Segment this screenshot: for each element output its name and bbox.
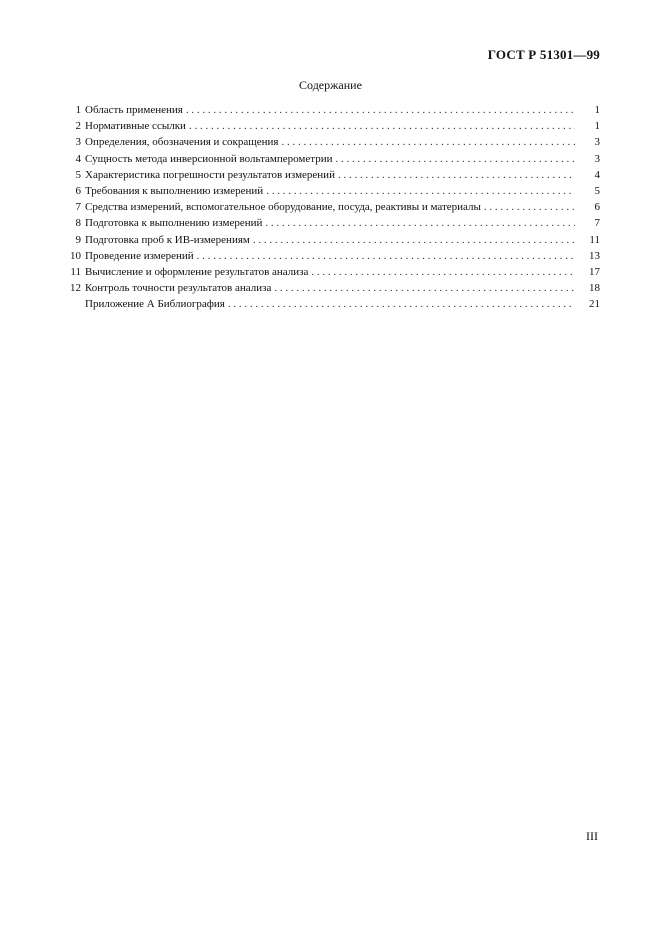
toc-entry-page: 4 [594,168,600,181]
toc-entry-number: 5 [75,168,81,181]
toc-leader-dots [274,280,575,296]
toc-entry-page: 1 [594,104,600,116]
toc-entry[interactable] [60,280,600,296]
toc-entry[interactable] [60,134,600,150]
toc-leader-dots [338,167,575,183]
toc-leader-dots [265,215,575,231]
toc-entry-page: 21 [589,298,600,311]
toc-entry[interactable] [60,215,600,231]
toc-entry-number: 6 [75,184,81,197]
toc-entry-label: Нормативные ссылки [85,120,186,133]
toc-entry-label: Характеристика погрешности результатов измерений [85,168,335,181]
toc-entry[interactable] [60,151,600,167]
toc-leader-dots [186,102,575,118]
toc-leader-dots [253,232,575,248]
page-number: III [586,829,598,843]
toc-leader-dots [484,199,575,215]
document-code: ГОСТ Р 51301—99 [487,47,600,62]
toc-entry-number: 4 [75,152,81,165]
toc-entry-page: 13 [589,249,600,262]
toc-entry[interactable] [60,118,600,134]
toc-leader-dots [189,118,575,134]
toc-leader-dots [281,134,575,150]
toc-entry[interactable] [60,102,600,118]
toc-entry-page: 5 [594,184,600,197]
toc-entry[interactable] [60,264,600,280]
toc-entry-number: 12 [70,282,81,295]
toc-entry[interactable] [60,232,600,248]
toc-entry-number: 2 [75,120,81,133]
toc-leader-dots [228,296,575,312]
toc-entry-label: Средства измерений, вспомогательное оборудование, посуда, реактивы и материалы [85,201,481,214]
toc-entry-label: Проведение измерений [85,249,194,262]
toc-entry-label: Сущность метода инверсионной вольтамперометрии [85,152,333,165]
toc-entry-number: 1 [75,104,81,116]
toc-entry-number: 7 [75,201,81,214]
toc-leader-dots [311,264,575,280]
toc-entry[interactable] [60,199,600,215]
toc-entry-label: Требования к выполнению измерений [85,184,264,197]
toc-entry-page: 17 [589,265,600,278]
toc-entry-page: 3 [594,136,600,149]
toc-entry-number: 10 [70,249,81,262]
toc-entry-page: 11 [589,233,600,246]
toc-leader-dots [197,248,575,264]
table-of-contents [60,102,600,312]
toc-entry-number: 8 [75,217,81,230]
toc-entry-page: 18 [589,282,600,295]
toc-leader-dots [266,183,575,199]
toc-entry-number: 3 [75,136,81,149]
toc-leader-dots [336,151,576,167]
toc-entry-label: Подготовка к выполнению измерений [85,217,263,230]
toc-title: Содержание [299,78,362,92]
toc-entry-label: Определения, обозначения и сокращения [85,136,279,149]
toc-entry-number: 11 [70,265,81,278]
toc-entry-appendix[interactable] [60,296,600,312]
toc-entry[interactable] [60,183,600,199]
toc-entry-label: Вычисление и оформление результатов анализа [85,265,309,278]
toc-entry[interactable] [60,167,600,183]
toc-entry-page: 3 [594,152,600,165]
toc-entry-number: 9 [75,233,81,246]
toc-entry-label: Область применения [85,104,183,116]
toc-entry-label: Подготовка проб к ИВ-измерениям [85,233,250,246]
toc-entry-label: Приложение А Библиография [85,298,225,311]
toc-entry[interactable] [60,248,600,264]
toc-entry-page: 6 [594,201,600,214]
toc-entry-page: 1 [594,120,600,133]
toc-entry-label: Контроль точности результатов анализа [85,282,272,295]
toc-entry-page: 7 [594,217,600,230]
